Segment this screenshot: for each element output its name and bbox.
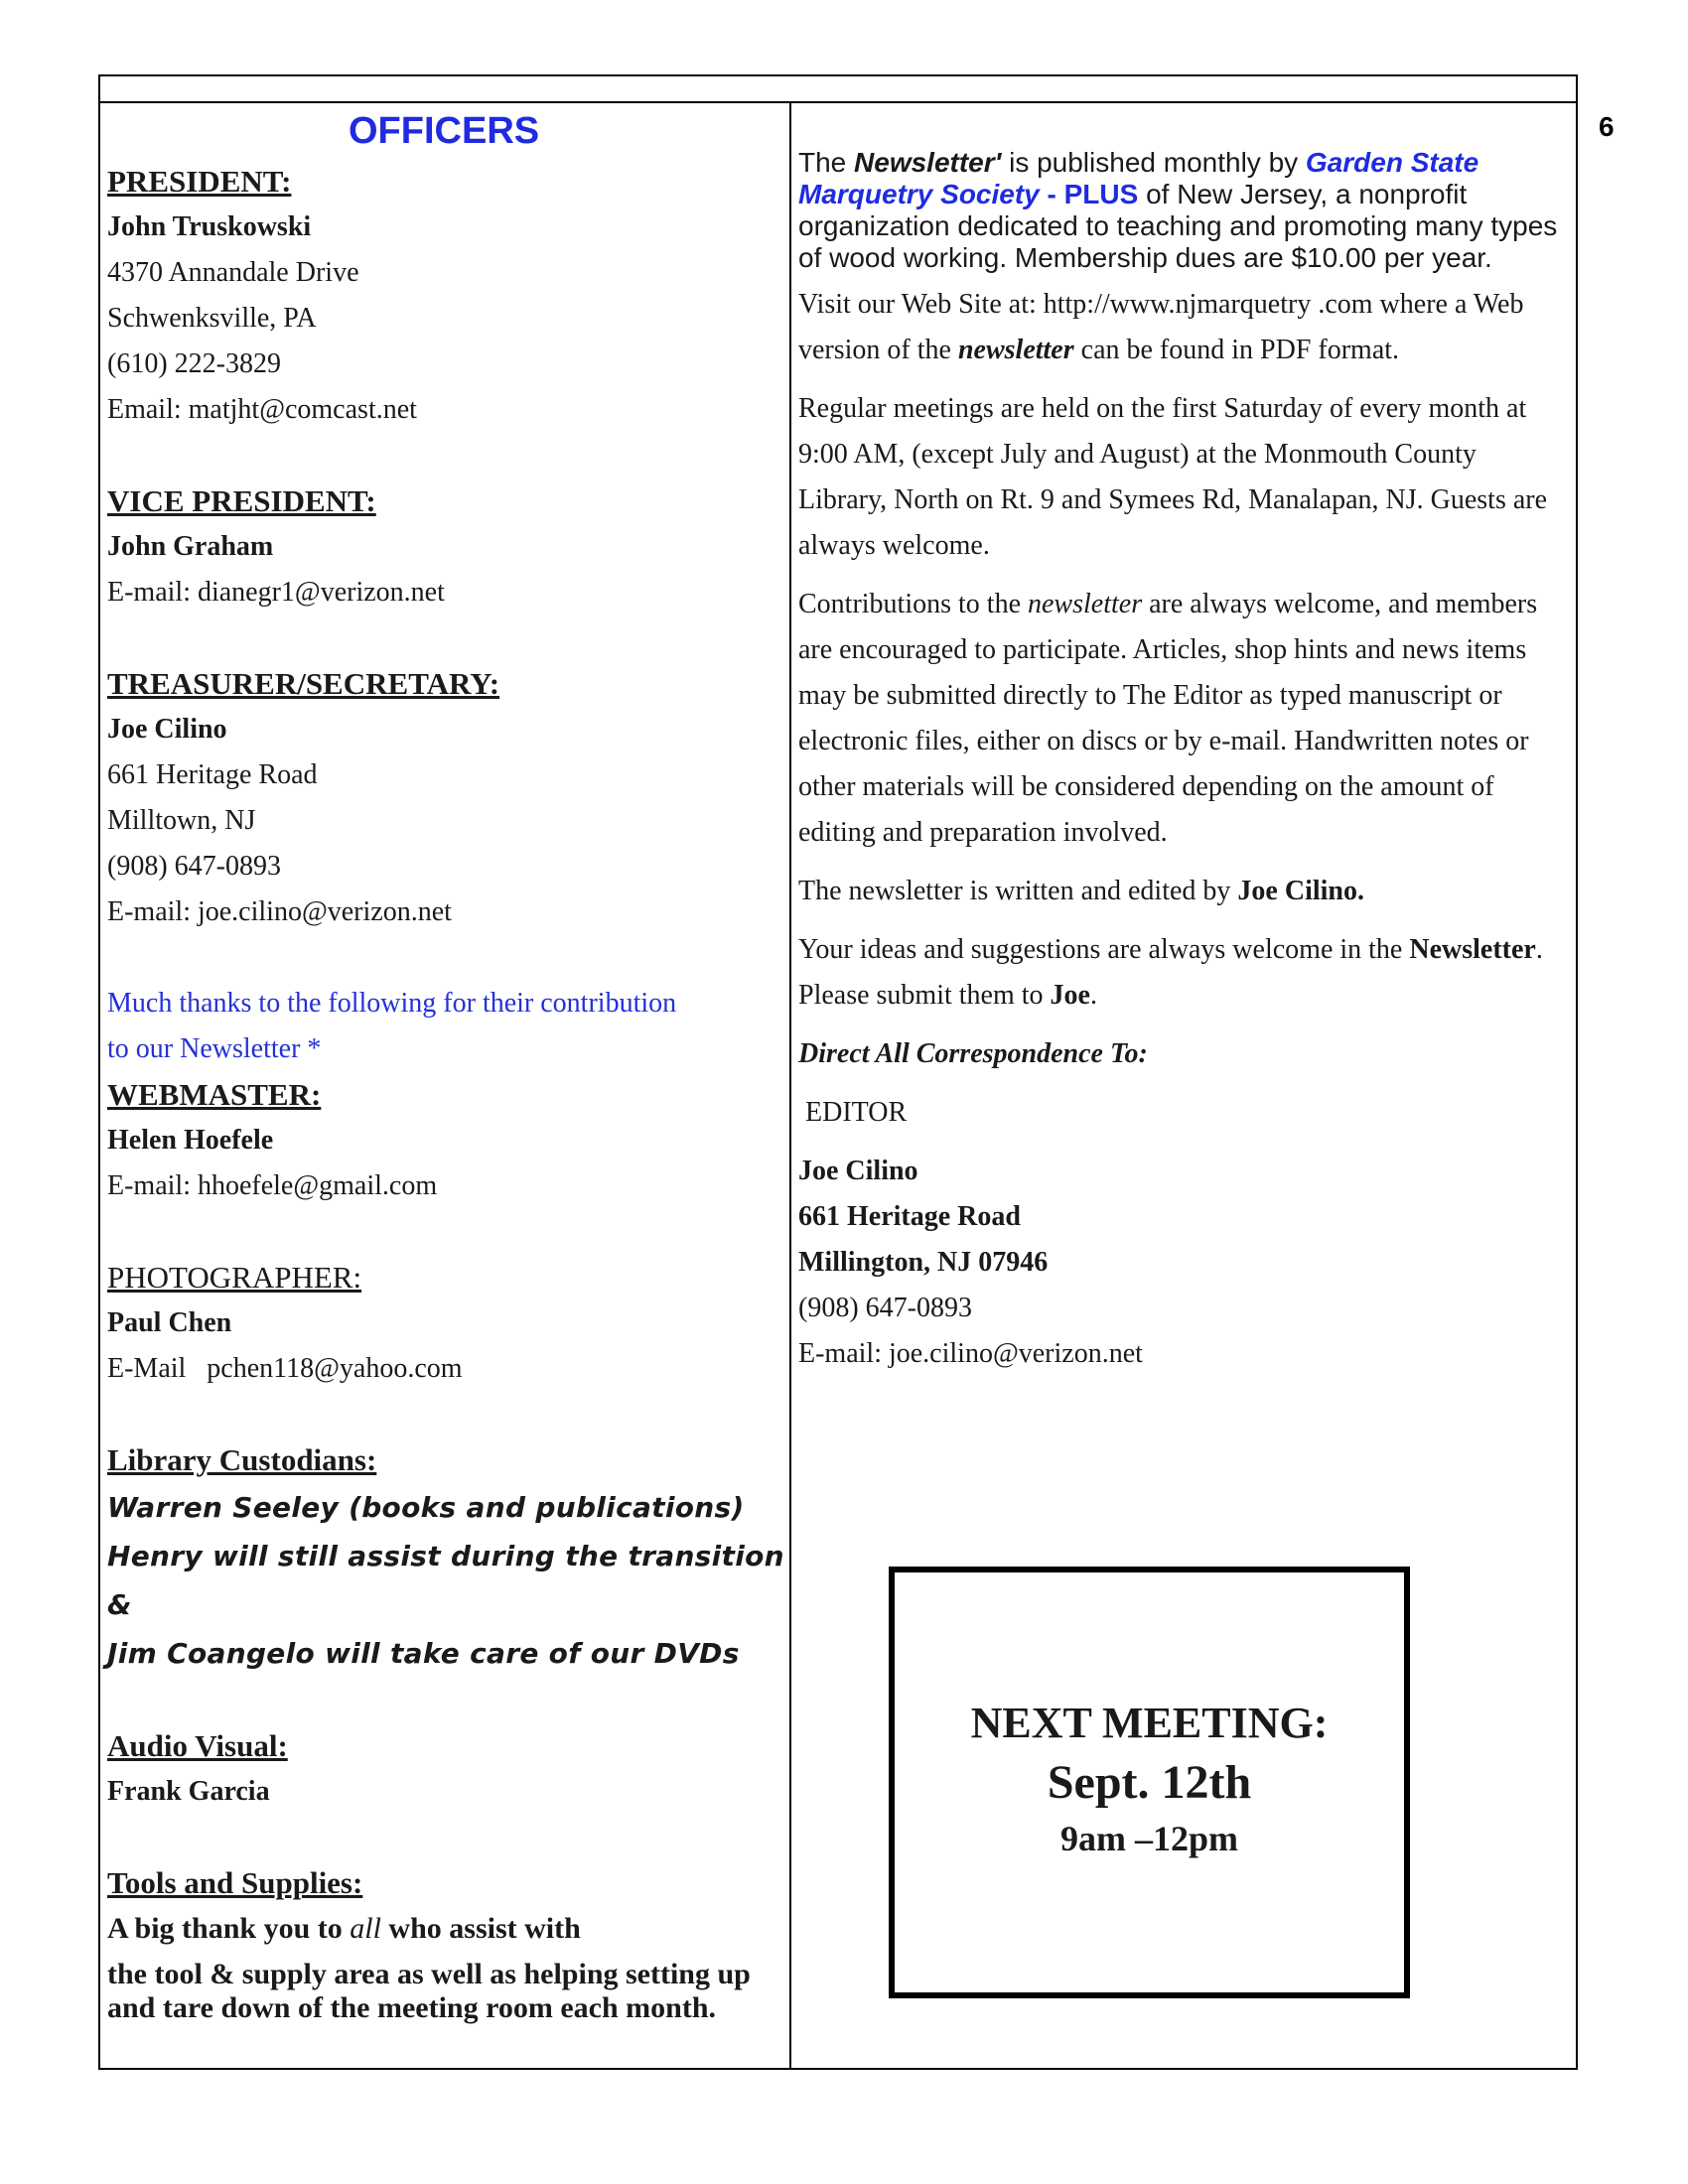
president-heading: PRESIDENT:: [107, 164, 292, 199]
next-meeting-title: NEXT MEETING:: [970, 1699, 1329, 1747]
president-section: [107, 159, 802, 433]
tools-line-1: A big thank you to all who assist with: [107, 1912, 581, 1945]
treasurer-name: Joe Cilino: [107, 714, 227, 745]
photographer-heading: PHOTOGRAPHER:: [107, 1260, 362, 1295]
treasurer-heading: TREASURER/SECRETARY:: [107, 666, 500, 701]
thanks-line-2: to our Newsletter *: [107, 1033, 322, 1064]
website-paragraph: Visit our Web Site at: http://www.njmarquetry .com where a Web version of the newsletter can be found in PDF format.: [798, 289, 1524, 365]
library-line-1: Warren Seeley (books and publications): [107, 1491, 745, 1524]
next-meeting-box: [889, 1567, 1410, 1998]
thanks-line-1: Much thanks to the following for their contribution: [107, 988, 677, 1019]
photographer-section: [107, 1255, 802, 1392]
written-by-paragraph: The newsletter is written and edited by Joe Cilino.: [798, 876, 1364, 906]
photographer-email: E-Mail pchen118@yahoo.com: [107, 1353, 463, 1384]
editor-label: EDITOR: [798, 1097, 908, 1128]
officers-column: [107, 103, 802, 2025]
president-name: John Truskowski: [107, 211, 312, 242]
audio-visual-section: [107, 1723, 802, 1815]
intro-paragraph: The Newsletter' is published monthly by Garden State Marquetry Society - PLUS of New Jersey, a nonprofit organization dedicated to teaching and promoting many types of wood working. Membership dues are $10.00 per year.: [798, 147, 1558, 273]
officers-title: OFFICERS: [349, 110, 540, 152]
correspondence-heading: Direct All Correspondence To:: [798, 1038, 1148, 1069]
webmaster-section: [107, 1072, 802, 1209]
vice-president-email: E-mail: dianegr1@verizon.net: [107, 577, 445, 608]
vice-president-section: [107, 478, 802, 615]
tools-line-2: the tool & supply area as well as helping setting up and tare down of the meeting room each month.: [107, 1958, 751, 2024]
ideas-paragraph: Your ideas and suggestions are always welcome in the Newsletter. Please submit them to Joe.: [798, 934, 1543, 1011]
vice-president-heading: VICE PRESIDENT:: [107, 483, 376, 518]
contributions-paragraph: Contributions to the newsletter are always welcome, and members are encouraged to participate. Articles, shop hints and news items may be submitted directly to The Editor as typed manuscript or electronic files, either on discs or by e-mail. Handwritten notes or other materials will be considered depending on the amount of editing and preparation involved.: [798, 589, 1538, 848]
webmaster-heading: WEBMASTER:: [107, 1077, 322, 1112]
president-phone: (610) 222-3829: [107, 348, 281, 379]
treasurer-email: E-mail: joe.cilino@verizon.net: [107, 896, 452, 927]
editor-name: Joe Cilino: [798, 1156, 918, 1186]
audio-visual-name: Frank Garcia: [107, 1776, 270, 1807]
tools-heading: Tools and Supplies:: [107, 1865, 363, 1900]
tools-section: [107, 1860, 802, 2025]
next-meeting-time: 9am –12pm: [1060, 1819, 1238, 1858]
info-column: [798, 147, 1569, 1377]
top-strip: [100, 76, 1576, 103]
audio-visual-heading: Audio Visual:: [107, 1728, 288, 1763]
editor-phone: (908) 647-0893: [798, 1293, 972, 1323]
library-heading: Library Custodians:: [107, 1442, 377, 1477]
treasurer-address2: Milltown, NJ: [107, 805, 256, 836]
vice-president-name: John Graham: [107, 531, 274, 562]
editor-email: E-mail: joe.cilino@verizon.net: [798, 1338, 1143, 1369]
photographer-name: Paul Chen: [107, 1307, 232, 1338]
meetings-paragraph: Regular meetings are held on the first Saturday of every month at 9:00 AM, (except July and August) at the Monmouth County Library, North on Rt. 9 and Symees Rd, Manalapan, NJ. Guests are always welcome.: [798, 393, 1548, 561]
president-address2: Schwenksville, PA: [107, 303, 317, 334]
president-address1: 4370 Annandale Drive: [107, 257, 359, 288]
treasurer-phone: (908) 647-0893: [107, 851, 281, 882]
library-line-3: Jim Coangelo will take care of our DVDs: [107, 1637, 740, 1670]
library-line-2: Henry will still assist during the transition &: [107, 1540, 784, 1621]
treasurer-section: [107, 661, 802, 935]
editor-address2: Millington, NJ 07946: [798, 1247, 1049, 1278]
library-section: [107, 1437, 802, 1678]
president-email: Email: matjht@comcast.net: [107, 394, 417, 425]
webmaster-email: E-mail: hhoefele@gmail.com: [107, 1170, 438, 1201]
treasurer-address1: 661 Heritage Road: [107, 759, 318, 790]
page-number: 6: [1599, 111, 1615, 142]
webmaster-name: Helen Hoefele: [107, 1125, 274, 1156]
editor-address1: 661 Heritage Road: [798, 1201, 1021, 1232]
next-meeting-date: Sept. 12th: [1047, 1756, 1252, 1809]
